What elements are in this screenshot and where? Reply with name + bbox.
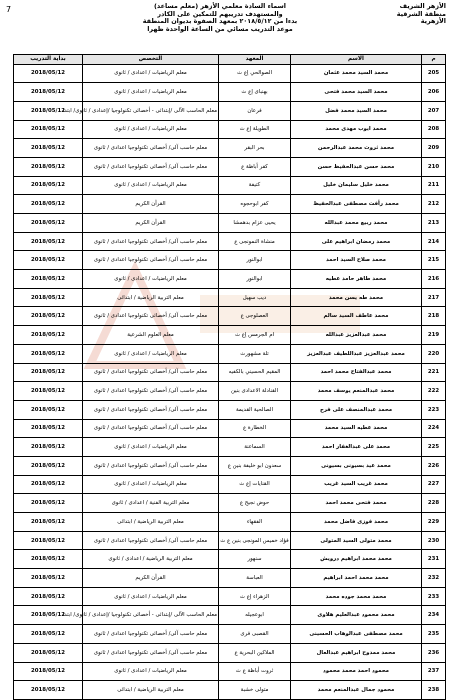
cell-name: محمد حسن عبدالحفيظ حسن [291, 157, 422, 176]
cell-name: محمد على عبدالغفار احمد [291, 438, 422, 457]
cell-name: محمد السيد محمد عثمان [291, 64, 422, 83]
cell-no: 228 [422, 494, 446, 513]
cell-date: 2018/05/12 [14, 569, 83, 588]
cell-no: 207 [422, 101, 446, 120]
cell-name: محمد ممدوح ابراهيم عبدالعال [291, 643, 422, 662]
column-header-name: الاسم [291, 55, 422, 65]
cell-date: 2018/05/12 [14, 214, 83, 233]
cell-institute: الخطارة ع [219, 419, 291, 438]
cell-name: محمد محمد جوده محمد [291, 587, 422, 606]
cell-spec: معلم حاسب آلى/ أخصائى تكنولوجيا اعدادى / ثانوى [83, 157, 219, 176]
cell-spec: معلم الرياضيات / اعدادى / ثانوى [83, 438, 219, 457]
cell-spec: معلم الرياضيات / اعدادى / ثانوى [83, 176, 219, 195]
cell-date: 2018/05/12 [14, 513, 83, 532]
cell-institute: الملاكين البحرية ع [219, 643, 291, 662]
cell-institute: كفر أباظة ع [219, 157, 291, 176]
cell-spec: معلم الحاسب الآلى /إبتدائى - أخصائى تكنولوجيا /إعدادى / ثانوى/ ابتدا [83, 101, 219, 120]
table-row [14, 587, 446, 606]
cell-institute: الصوالحي إع ث [219, 64, 291, 83]
table-row [14, 344, 446, 363]
table-row [14, 569, 446, 588]
table-row [14, 232, 446, 251]
table-row [14, 662, 446, 681]
cell-name: محمد ربيع محمد عبدالله [291, 214, 422, 233]
cell-date: 2018/05/12 [14, 587, 83, 606]
cell-name: محمود احمد محمد محمود [291, 662, 422, 681]
cell-no: 223 [422, 400, 446, 419]
cell-name: محمد محمود عبدالعليم هلاوى [291, 606, 422, 625]
cell-name: محمد محمد ابراهيم درويش [291, 550, 422, 569]
cell-date: 2018/05/12 [14, 531, 83, 550]
cell-no: 216 [422, 270, 446, 289]
document-title [95, 3, 345, 33]
cell-spec: القرآن الكريم [83, 214, 219, 233]
cell-no: 213 [422, 214, 446, 233]
table-row [14, 64, 446, 83]
cell-institute: كتيفة [219, 176, 291, 195]
cell-name: محمد محمد احمد ابراهيم [291, 569, 422, 588]
cell-spec: معلم التربية الفنية / اعدادى / ثانوى [83, 494, 219, 513]
cell-institute: حوض نجيح ع [219, 494, 291, 513]
cell-no: 210 [422, 157, 446, 176]
cell-name: محمد عبدالفتاح محمد احمد [291, 363, 422, 382]
trainees-table [13, 54, 446, 700]
cell-name: محمد ايوب مهدى محمد [291, 120, 422, 139]
cell-institute: القنايات إع ث [219, 475, 291, 494]
cell-name: محمد السيد محمد فتحى [291, 83, 422, 102]
cell-no: 224 [422, 419, 446, 438]
cell-spec: معلم الرياضيات / اعدادى / ثانوى [83, 64, 219, 83]
table-row [14, 456, 446, 475]
cell-date: 2018/05/12 [14, 344, 83, 363]
cell-no: 230 [422, 531, 446, 550]
cell-name: محمد عيد بسيونى بسيونى [291, 456, 422, 475]
table-row [14, 382, 446, 401]
cell-name: محمد عطيه السيد محمد [291, 419, 422, 438]
cell-date: 2018/05/12 [14, 643, 83, 662]
table-row [14, 363, 446, 382]
cell-name: محمد فتحى محمد احمد [291, 494, 422, 513]
cell-no: 234 [422, 606, 446, 625]
table-row [14, 531, 446, 550]
cell-no: 219 [422, 326, 446, 345]
cell-spec: معلم الرياضيات / اعدادى / ثانوى [83, 120, 219, 139]
cell-name: محمد فوزى فاضل محمد [291, 513, 422, 532]
cell-date: 2018/05/12 [14, 456, 83, 475]
cell-spec: معلم التربية الرياضية / ابتدائى [83, 288, 219, 307]
table-row [14, 307, 446, 326]
cell-no: 221 [422, 363, 446, 382]
cell-date: 2018/05/12 [14, 400, 83, 419]
cell-no: 236 [422, 643, 446, 662]
cell-date: 2018/05/12 [14, 475, 83, 494]
cell-institute: الصالحية القديمة [219, 400, 291, 419]
cell-name: محمد رمضان ابراهيم على [291, 232, 422, 251]
table-row [14, 550, 446, 569]
cell-no: 212 [422, 195, 446, 214]
title-line: بدءا من ٢٠١٨/٥/١٢ بمعهد الصفوة بديوان المنطقة [142, 17, 298, 26]
cell-spec: معلم حاسب آلى/ أخصائى تكنولوجيا اعدادى / ثانوى [83, 307, 219, 326]
cell-date: 2018/05/12 [14, 494, 83, 513]
cell-no: 225 [422, 438, 446, 457]
table-body [14, 64, 446, 699]
cell-date: 2018/05/12 [14, 550, 83, 569]
cell-spec: معلم التربية الرياضية / ابتدائى [83, 513, 219, 532]
cell-institute: بحر البقر [219, 139, 291, 158]
cell-spec: معلم العلوم الشرعية [83, 326, 219, 345]
cell-institute: القنادلة الاعدادى بنين [219, 382, 291, 401]
cell-name: محمد عبدالعزيز عبدالله [291, 326, 422, 345]
cell-date: 2018/05/12 [14, 176, 83, 195]
title-line: والمستهدف تدريبهم للتمكين على الكادر [157, 9, 283, 18]
cell-no: 217 [422, 288, 446, 307]
cell-name: محمد رأفت مصطفى عبدالحفيظ [291, 195, 422, 214]
cell-institute: ام الجرمس إع ث [219, 326, 291, 345]
table-row [14, 139, 446, 158]
cell-no: 214 [422, 232, 446, 251]
cell-date: 2018/05/12 [14, 438, 83, 457]
cell-no: 233 [422, 587, 446, 606]
cell-institute: فرعان [219, 101, 291, 120]
cell-institute: ثروت أباظة ع ث [219, 662, 291, 681]
cell-name: محمد مصطفى عبدالوهاب الحسينى [291, 625, 422, 644]
cell-no: 232 [422, 569, 446, 588]
cell-institute: المقيم الحسيني بالكفيه [219, 363, 291, 382]
cell-name: محمود جمال عبدالمنعم محمد [291, 681, 422, 700]
cell-date: 2018/05/12 [14, 382, 83, 401]
table-row [14, 101, 446, 120]
cell-name: محمد متولى السيد المتولى [291, 531, 422, 550]
table-row [14, 157, 446, 176]
cell-no: 220 [422, 344, 446, 363]
cell-institute: ديب سهيل [219, 288, 291, 307]
header-org-line: الأزهر الشريف [399, 2, 446, 10]
table-header-row [14, 55, 446, 65]
cell-spec: معلم الرياضيات / اعدادى / ثانوى [83, 662, 219, 681]
cell-institute: فؤاد خميس المونجى بنين ع ث [219, 531, 291, 550]
cell-name: محمد طه يسن محمد [291, 288, 422, 307]
table-row [14, 494, 446, 513]
table-row [14, 251, 446, 270]
table-row [14, 195, 446, 214]
table-row [14, 438, 446, 457]
page-number: 7 [6, 5, 12, 14]
cell-no: 208 [422, 120, 446, 139]
cell-date: 2018/05/12 [14, 120, 83, 139]
cell-date: 2018/05/12 [14, 270, 83, 289]
table-row [14, 176, 446, 195]
cell-spec: معلم حاسب آلى/ أخصائى تكنولوجيا اعدادى / ثانوى [83, 363, 219, 382]
cell-spec: معلم الرياضيات / اعدادى / ثانوى [83, 270, 219, 289]
cell-name: محمد عاطف السيد سالم [291, 307, 422, 326]
cell-name: محمد عبدالمنعم يوسف محمد [291, 382, 422, 401]
cell-institute: متولى خشبة [219, 681, 291, 700]
cell-date: 2018/05/12 [14, 251, 83, 270]
cell-spec: معلم حاسب آلى/ أخصائى تكنولوجيا اعدادى / ثانوى [83, 419, 219, 438]
cell-spec: معلم حاسب آلى/ أخصائى تكنولوجيا اعدادى / ثانوى [83, 251, 219, 270]
cell-spec: معلم التربية الرياضية / اعدادى / ثانوى [83, 550, 219, 569]
table-row [14, 400, 446, 419]
cell-spec: معلم الرياضيات / اعدادى / ثانوى [83, 83, 219, 102]
cell-spec: معلم التربية الرياضية / ابتدائى [83, 681, 219, 700]
cell-no: 206 [422, 83, 446, 102]
cell-date: 2018/05/12 [14, 232, 83, 251]
table-row [14, 270, 446, 289]
table-row [14, 326, 446, 345]
cell-spec: معلم الحاسب الآلى /إبتدائى - أخصائى تكنولوجيا /إعدادى / ثانوى/ ابتدا [83, 606, 219, 625]
column-header-date: بداية التدريب [14, 55, 83, 65]
cell-no: 237 [422, 662, 446, 681]
cell-no: 222 [422, 382, 446, 401]
cell-name: محمد غريب السيد غريب [291, 475, 422, 494]
cell-spec: معلم حاسب آلى/ أخصائى تكنولوجيا اعدادى / ثانوى [83, 139, 219, 158]
cell-institute: يحيى عزام بدهمشا [219, 214, 291, 233]
cell-spec: معلم الرياضيات / اعدادى / ثانوى [83, 344, 219, 363]
cell-spec: معلم الرياضيات / اعدادى / ثانوى [83, 587, 219, 606]
table-row [14, 625, 446, 644]
table-row [14, 419, 446, 438]
cell-spec: معلم حاسب آلى/ أخصائى تكنولوجيا اعدادى / ثانوى [83, 456, 219, 475]
cell-date: 2018/05/12 [14, 64, 83, 83]
cell-spec: القرآن الكريم [83, 569, 219, 588]
cell-date: 2018/05/12 [14, 681, 83, 700]
table-row [14, 120, 446, 139]
cell-date: 2018/05/12 [14, 419, 83, 438]
cell-institute: بهنباى إع ث [219, 83, 291, 102]
cell-name: محمد خليل سليمان خليل [291, 176, 422, 195]
cell-no: 226 [422, 456, 446, 475]
cell-spec: معلم حاسب آلى/ أخصائى تكنولوجيا اعدادى / ثانوى [83, 382, 219, 401]
cell-spec: معلم حاسب آلى/ أخصائى تكنولوجيا اعدادى / ثانوى [83, 232, 219, 251]
header-org-line: منطقة الشرقية الأزهرية [396, 9, 446, 26]
cell-date: 2018/05/12 [14, 157, 83, 176]
cell-spec: معلم الرياضيات / اعدادى / ثانوى [83, 475, 219, 494]
column-header-spec: التخصص [83, 55, 219, 65]
cell-name: محمد السيد محمد فضل [291, 101, 422, 120]
cell-date: 2018/05/12 [14, 662, 83, 681]
cell-spec: معلم حاسب آلى/ أخصائى تكنولوجيا اعدادى / ثانوى [83, 400, 219, 419]
cell-institute: السماعنة [219, 438, 291, 457]
cell-institute: الزهراء إع ث [219, 587, 291, 606]
cell-no: 211 [422, 176, 446, 195]
cell-no: 231 [422, 550, 446, 569]
cell-date: 2018/05/12 [14, 326, 83, 345]
cell-no: 227 [422, 475, 446, 494]
cell-no: 209 [422, 139, 446, 158]
cell-spec: معلم حاسب آلى/ أخصائى تكنولوجيا اعدادى / ثانوى [83, 531, 219, 550]
cell-institute: الطويلة إع ث [219, 120, 291, 139]
cell-institute: القصبى فرى [219, 625, 291, 644]
table-row [14, 513, 446, 532]
cell-date: 2018/05/12 [14, 307, 83, 326]
table-row [14, 643, 446, 662]
header-organization [386, 3, 446, 26]
table-row [14, 83, 446, 102]
column-header-institute: المعهد [219, 55, 291, 65]
cell-date: 2018/05/12 [14, 83, 83, 102]
table-row [14, 214, 446, 233]
cell-date: 2018/05/12 [14, 101, 83, 120]
cell-date: 2018/05/12 [14, 606, 83, 625]
table-row [14, 288, 446, 307]
cell-spec: القرآن الكريم [83, 195, 219, 214]
cell-spec: معلم حاسب آلى/ أخصائى تكنولوجيا اعدادى / ثانوى [83, 625, 219, 644]
cell-date: 2018/05/12 [14, 139, 83, 158]
cell-spec: معلم حاسب آلى/ أخصائى تكنولوجيا اعدادى / ثانوى [83, 643, 219, 662]
cell-institute: كفر ابوحجوه [219, 195, 291, 214]
cell-institute: تلة مشهورث [219, 344, 291, 363]
cell-no: 229 [422, 513, 446, 532]
cell-institute: العصلوجى ع [219, 307, 291, 326]
cell-institute: سنهور [219, 550, 291, 569]
cell-no: 238 [422, 681, 446, 700]
table-row [14, 681, 446, 700]
cell-date: 2018/05/12 [14, 195, 83, 214]
cell-date: 2018/05/12 [14, 288, 83, 307]
cell-name: محمد عبدالمنصف على فرج [291, 400, 422, 419]
cell-institute: ابوالنور [219, 270, 291, 289]
cell-institute: ابوالنور [219, 251, 291, 270]
cell-name: محمد عبدالعزيز عبداللطيف عبدالعزيز [291, 344, 422, 363]
cell-no: 235 [422, 625, 446, 644]
cell-institute: العباسة [219, 569, 291, 588]
cell-no: 218 [422, 307, 446, 326]
table-row [14, 475, 446, 494]
cell-date: 2018/05/12 [14, 363, 83, 382]
cell-name: محمد طاهر حامد عطيه [291, 270, 422, 289]
cell-institute: سعدون ابو خليفة بنين ع [219, 456, 291, 475]
cell-date: 2018/05/12 [14, 625, 83, 644]
cell-institute: منشاة النمونجى ع [219, 232, 291, 251]
cell-no: 205 [422, 64, 446, 83]
cell-name: محمد ثروت محمد عبدالرحمن [291, 139, 422, 158]
title-line: موعد التدريب مسائي من الساعة الواحدة ظهرا [147, 24, 293, 33]
cell-institute: الفقهاء [219, 513, 291, 532]
title-line: اسماء السادة معلمي الأزهر (معلم مساعد) [154, 2, 286, 10]
cell-no: 215 [422, 251, 446, 270]
cell-name: محمد صلاح السيد احمد [291, 251, 422, 270]
column-header-no: م [422, 55, 446, 65]
table-row [14, 606, 446, 625]
cell-institute: ابوعجيله [219, 606, 291, 625]
